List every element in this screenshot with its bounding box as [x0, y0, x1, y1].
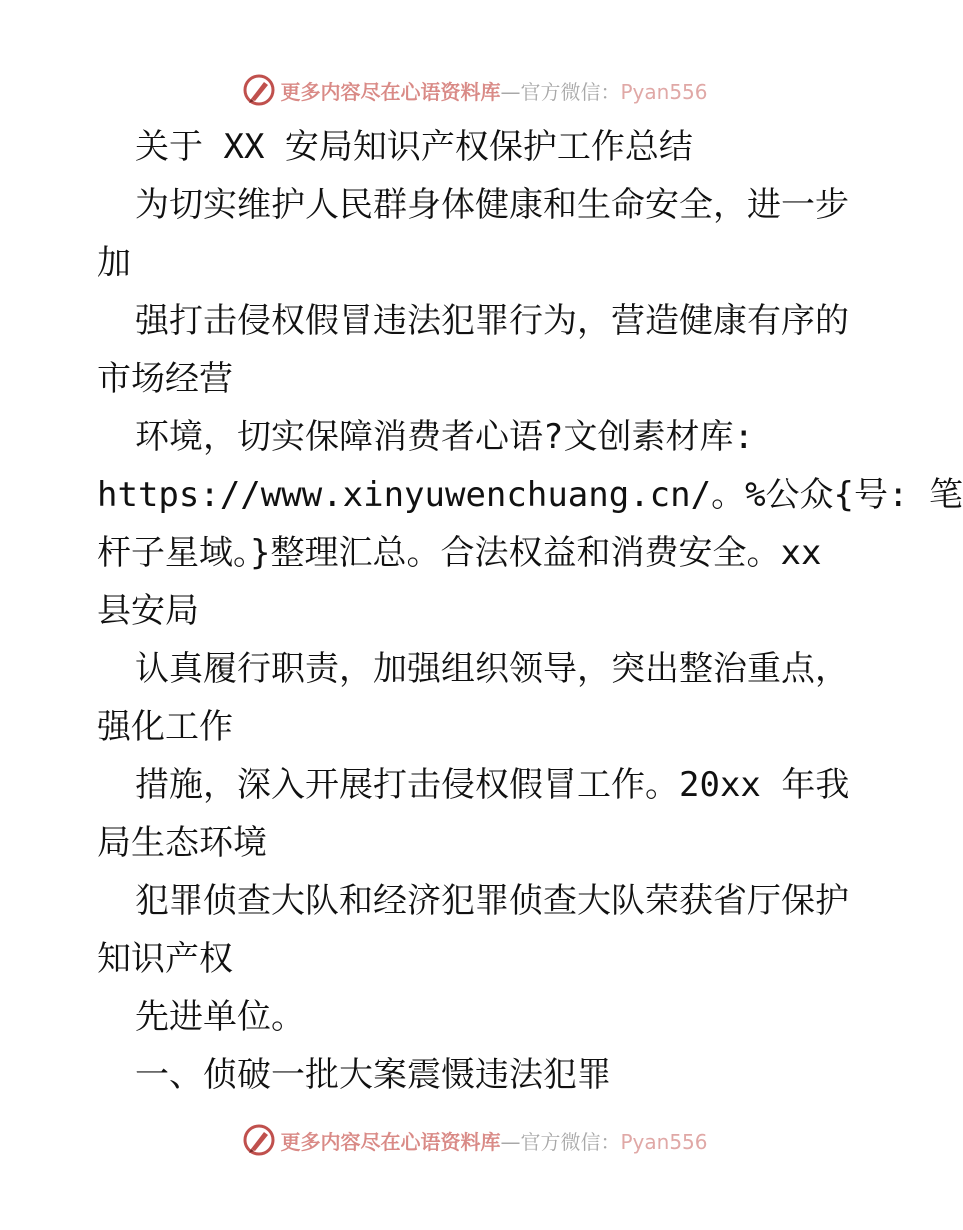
banner-official-label: 官方微信：: [520, 79, 621, 104]
banner-main-text: 更多内容尽在心语资料库: [280, 1129, 501, 1154]
document-line: 先进单位。: [135, 997, 305, 1037]
document-line: 一、侦破一批大案震慑违法犯罪: [135, 1055, 611, 1095]
banner-main-text: 更多内容尽在心语资料库: [280, 79, 501, 104]
banner-dash: —: [500, 79, 521, 104]
document-line: 县安局: [97, 591, 199, 631]
document-line: 关于 XX 安局知识产权保护工作总结: [135, 127, 693, 167]
document-line: 为切实维护人民群身体健康和生命安全，进一步: [135, 185, 849, 225]
document-line: 强化工作: [97, 707, 233, 747]
banner-wechat-id: Pyan556: [620, 1129, 708, 1154]
footer-banner: [0, 1120, 950, 1160]
banner-wechat-id: Pyan556: [620, 79, 708, 104]
document-line: 环境，切实保障消费者心语?文创素材库:: [135, 417, 754, 457]
document-line: 局生态环境: [97, 823, 267, 863]
document-line: 措施，深入开展打击侵权假冒工作。20xx 年我: [135, 765, 850, 805]
document-line: 知识产权: [97, 939, 233, 979]
header-banner: [0, 70, 950, 110]
quill-pen-logo-icon: [242, 73, 276, 107]
banner-dash: —: [500, 1129, 521, 1154]
quill-pen-logo-icon: [242, 1123, 276, 1157]
document-line: 认真履行职责，加强组织领导，突出整治重点，: [135, 649, 849, 689]
document-line: 杆子星域。}整理汇总。合法权益和消费安全。xx: [97, 533, 822, 573]
document-line: 犯罪侦查大队和经济犯罪侦查大队荣获省厅保护: [135, 881, 849, 921]
document-line: 加: [97, 243, 131, 283]
document-body: [97, 118, 963, 1104]
document-line: https://www.xinyuwenchuang.cn/。%公众{号: 笔: [97, 475, 963, 515]
banner-official-label: 官方微信：: [520, 1129, 621, 1154]
banner-text: [280, 1126, 707, 1155]
document-line: 强打击侵权假冒违法犯罪行为，营造健康有序的: [135, 301, 849, 341]
banner-text: [280, 76, 707, 105]
document-line: 市场经营: [97, 359, 233, 399]
